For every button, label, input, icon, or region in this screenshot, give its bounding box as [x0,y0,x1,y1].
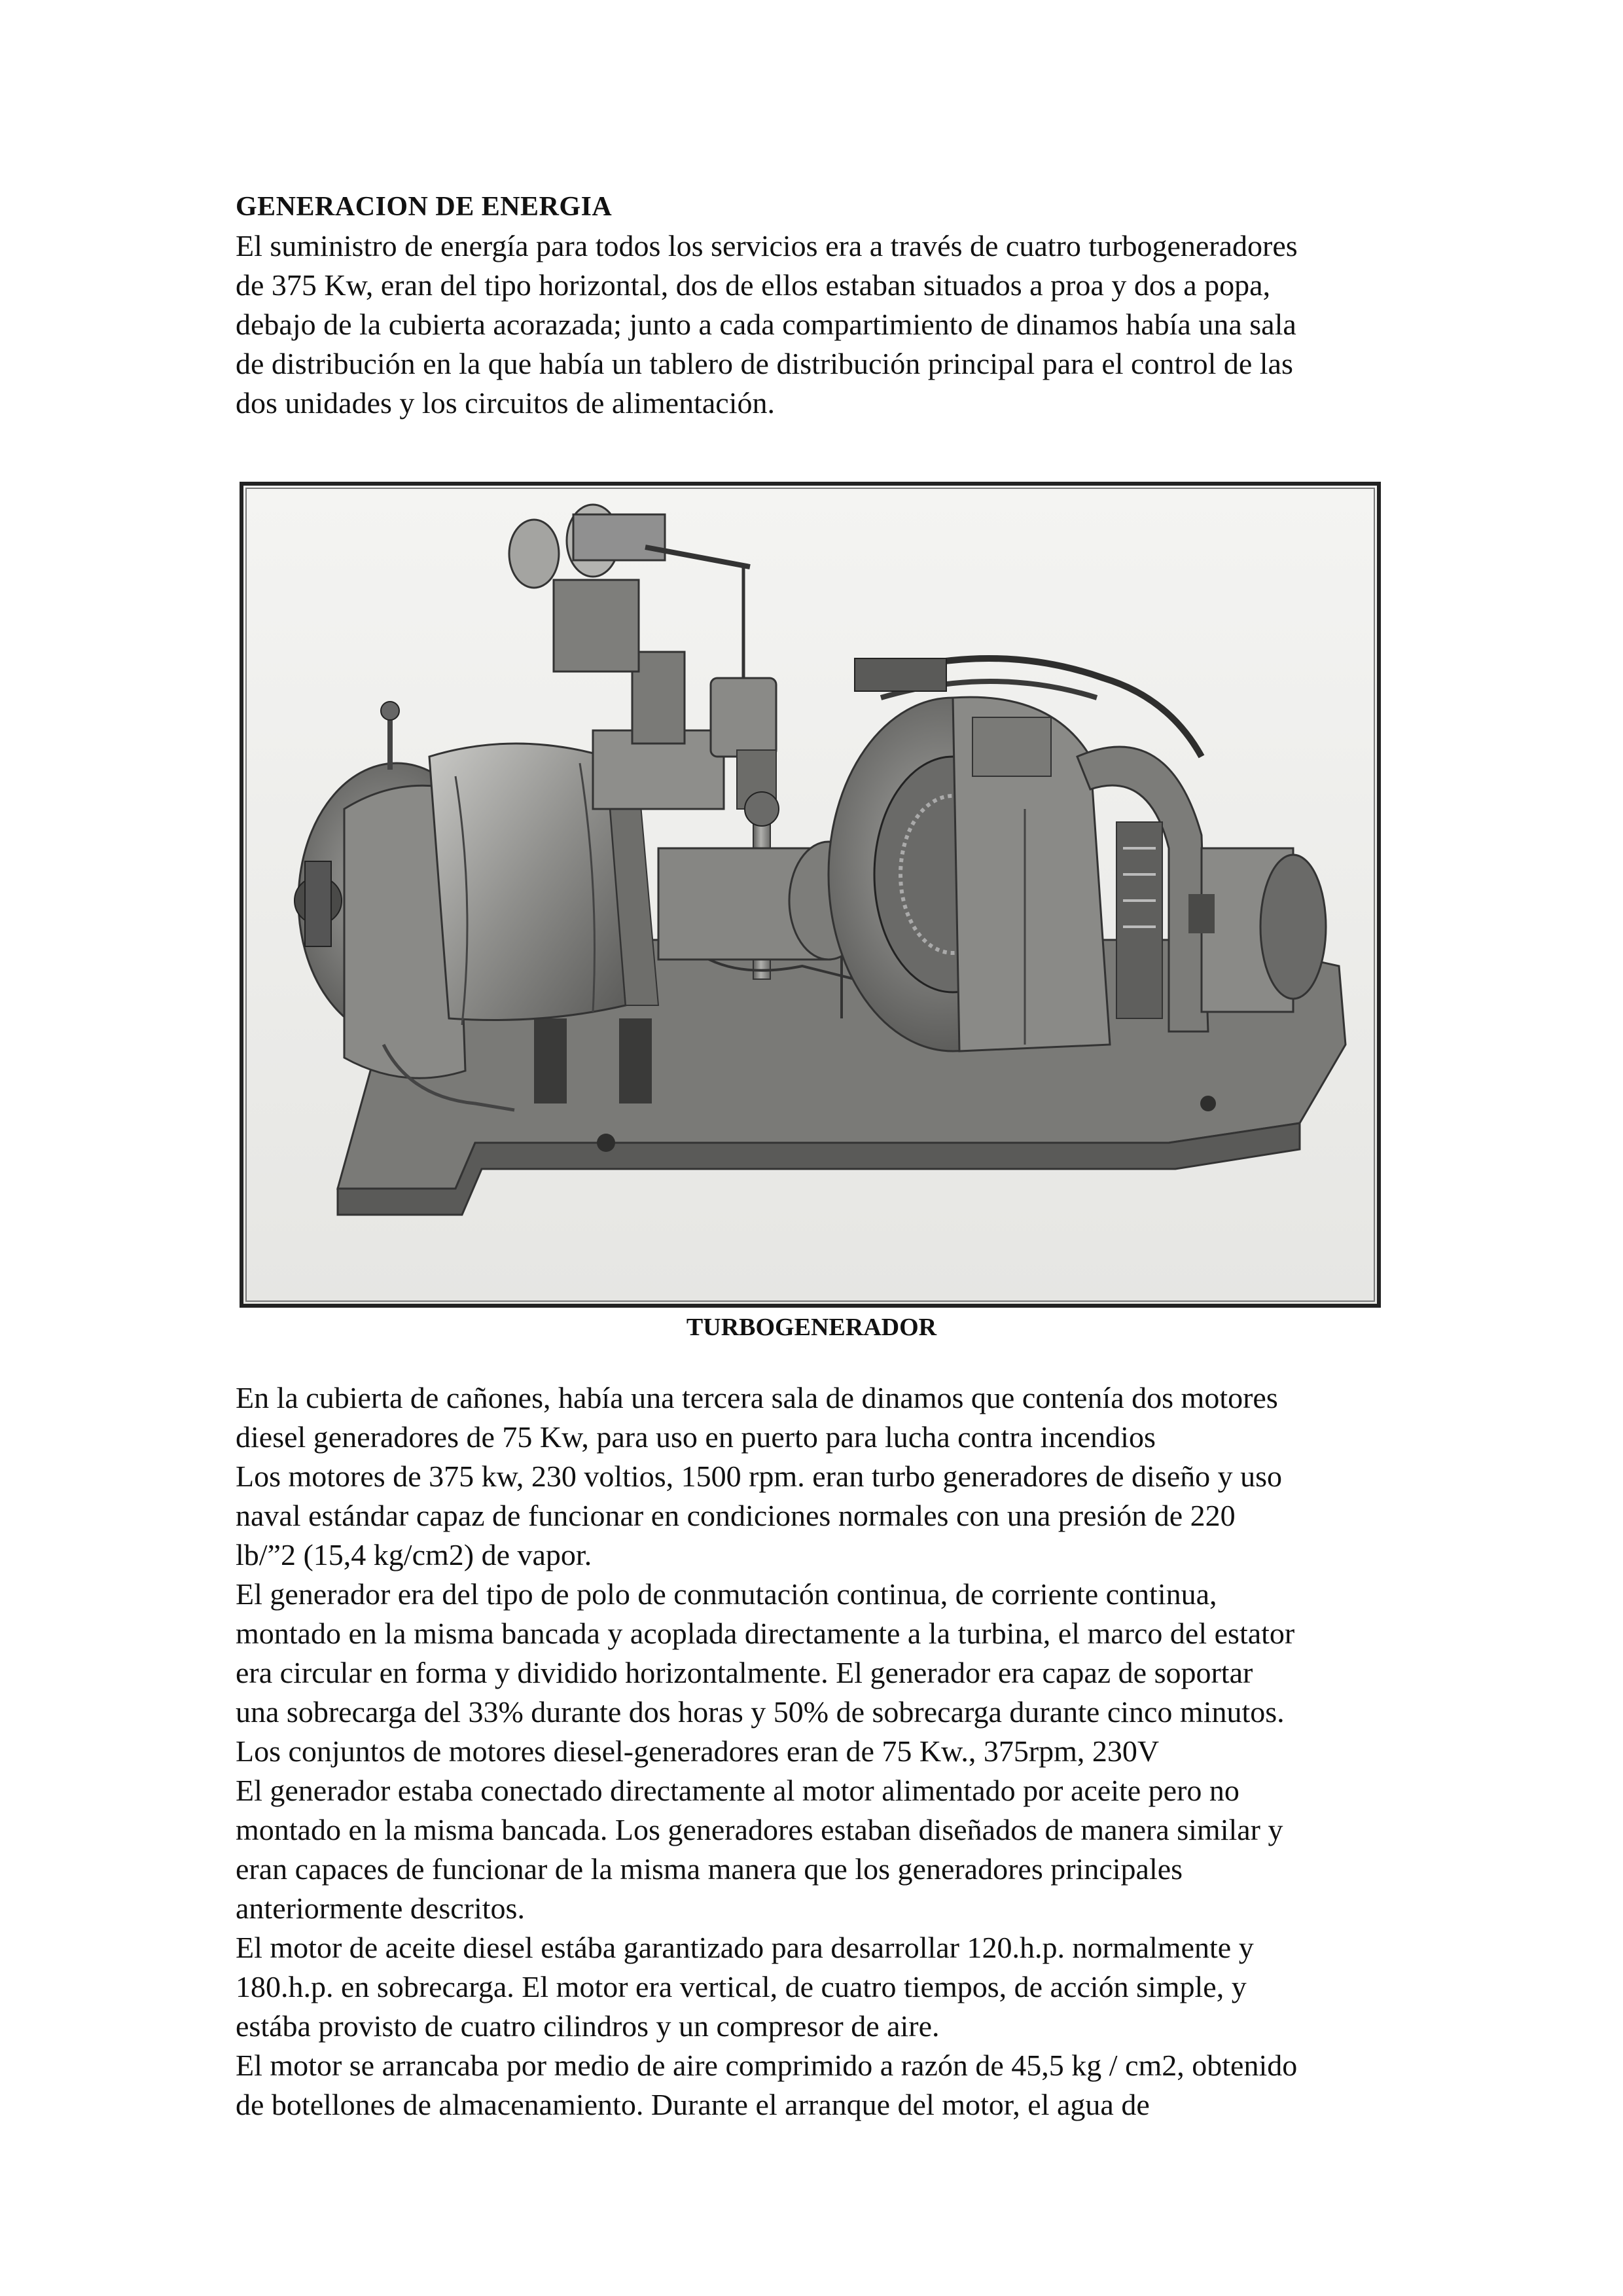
turbogenerator-illustration [240,482,1381,1308]
text-line: dos unidades y los circuitos de alimentación. [236,386,775,420]
text-line: era circular en forma y dividido horizontalmente. El generador era capaz de soportar [236,1656,1253,1689]
text-line: lb/”2 (15,4 kg/cm2) de vapor. [236,1538,592,1571]
text-line: montado en la misma bancada y acoplada directamente a la turbina, el marco del estator [236,1617,1295,1650]
text-line: 180.h.p. en sobrecarga. El motor era vertical, de cuatro tiempos, de acción simple, y [236,1970,1247,2003]
text-line: El motor de aceite diesel estába garantizado para desarrollar 120.h.p. normalmente y [236,1931,1254,1964]
text-line: de 375 Kw, eran del tipo horizontal, dos de ellos estaban situados a proa y dos a popa, [236,268,1271,302]
text-line: El generador era del tipo de polo de conmutación continua, de corriente continua, [236,1577,1217,1611]
text-line: de botellones de almacenamiento. Durante el arranque del motor, el agua de [236,2088,1150,2121]
text-line: El generador estaba conectado directamente al motor alimentado por aceite pero no [236,1774,1240,1807]
text-line: El motor se arrancaba por medio de aire comprimido a razón de 45,5 kg / cm2, obtenido [236,2049,1298,2082]
text-line: de distribución en la que había un tablero de distribución principal para el control de las [236,347,1293,380]
text-line: eran capaces de funcionar de la misma manera que los generadores principales [236,1852,1183,1886]
text-line: naval estándar capaz de funcionar en condiciones normales con una presión de 220 [236,1499,1236,1532]
body-paragraph [236,1378,1427,2125]
intro-paragraph [236,226,1427,423]
text-line: montado en la misma bancada. Los generadores estaban diseñados de manera similar y [236,1813,1283,1846]
text-line: Los conjuntos de motores diesel-generadores eran de 75 Kw., 375rpm, 230V [236,1734,1160,1768]
section-heading: GENERACION DE ENERGIA [236,192,613,222]
text-line: una sobrecarga del 33% durante dos horas y 50% de sobrecarga durante cinco minutos. [236,1695,1285,1729]
turbogenerator-photo [240,482,1381,1308]
text-line: debajo de la cubierta acorazada; junto a cada compartimiento de dinamos había una sala [236,308,1296,341]
text-line: El suministro de energía para todos los servicios era a través de cuatro turbogeneradores [236,229,1298,262]
text-line: diesel generadores de 75 Kw, para uso en puerto para lucha contra incendios [236,1420,1156,1454]
figure-caption: TURBOGENERADOR [686,1314,937,1341]
text-line: En la cubierta de cañones, había una tercera sala de dinamos que contenía dos motores [236,1381,1278,1414]
text-line: estába provisto de cuatro cilindros y un compresor de aire. [236,2009,940,2043]
text-line: anteriormente descritos. [236,1892,525,1925]
text-line: Los motores de 375 kw, 230 voltios, 1500 rpm. eran turbo generadores de diseño y uso [236,1460,1283,1493]
